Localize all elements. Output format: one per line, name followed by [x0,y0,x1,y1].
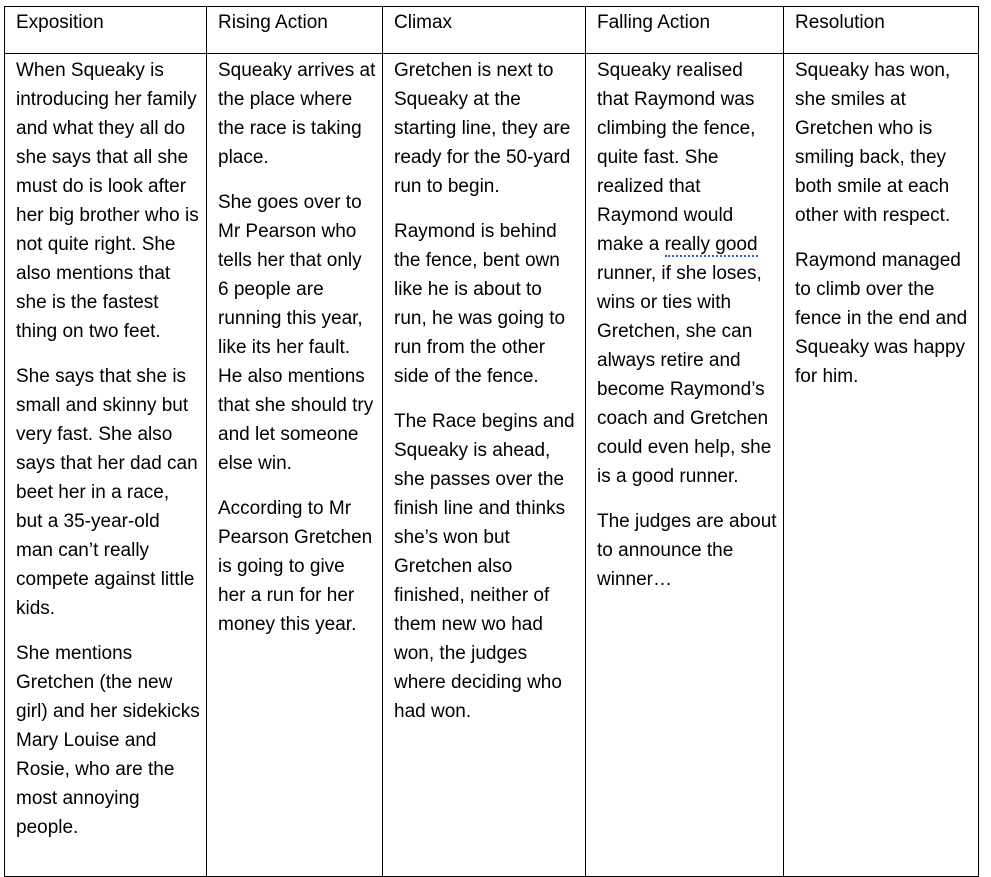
exposition-paragraph: She says that she is small and skinny but very fast. She also says that her dad can beet her in a race, but a 35-year-old man can’t really compete against little kids. [16,366,198,619]
cell-exposition [5,54,207,877]
header-exposition: Exposition [5,7,207,54]
falling-action-text: runner, if she loses, wins or ties with Gretchen, she can always retire and become Raymond’s coach and Gretchen could even help, she is a good runner. [597,263,772,487]
exposition-paragraph: When Squeaky is introducing her family and what they all do she says that all she must do is look after her big brother who is not quite right. She also mentions that she is the fastest thing on two feet. [16,60,199,342]
header-row [5,7,979,54]
header-falling-action: Falling Action [586,7,784,54]
falling-action-text: Squeaky realised that Raymond was climbing the fence, quite fast. She realized that Raymond would make a [597,60,756,255]
cell-rising-action [207,54,383,877]
rising-action-paragraph: She goes over to Mr Pearson who tells her that only 6 people are running this year, like its her fault. He also mentions that she should try and let someone else win. [218,192,374,474]
story-structure-table [4,6,979,877]
header-rising-action: Rising Action [207,7,383,54]
content-row [5,54,979,877]
rising-action-paragraph: Squeaky arrives at the place where the race is taking place. [218,60,376,168]
grammar-flag-underline[interactable]: really good [664,234,758,255]
cell-resolution [784,54,979,877]
exposition-paragraph: She mentions Gretchen (the new girl) and her sidekicks Mary Louise and Rosie, who are the most annoying people. [16,643,200,838]
climax-paragraph: The Race begins and Squeaky is ahead, she passes over the finish line and thinks she’s won but Gretchen also finished, neither of them new wo had won, the judges where deciding who had won. [394,411,575,722]
climax-paragraph: Raymond is behind the fence, bent own like he is about to run, he was going to run from the other side of the fence. [394,221,566,387]
cell-climax [383,54,586,877]
falling-action-paragraph: The judges are about to announce the winner… [597,511,777,590]
resolution-paragraph: Raymond managed to climb over the fence in the end and Squeaky was happy for him. [795,250,968,387]
header-climax: Climax [383,7,586,54]
climax-paragraph: Gretchen is next to Squeaky at the starting line, they are ready for the 50-yard run to begin. [394,60,571,197]
header-resolution: Resolution [784,7,979,54]
rising-action-paragraph: According to Mr Pearson Gretchen is going to give her a run for her money this year. [218,498,373,635]
cell-falling-action [586,54,784,877]
resolution-paragraph: Squeaky has won, she smiles at Gretchen who is smiling back, they both smile at each other with respect. [795,60,951,226]
falling-action-paragraph [597,56,777,491]
